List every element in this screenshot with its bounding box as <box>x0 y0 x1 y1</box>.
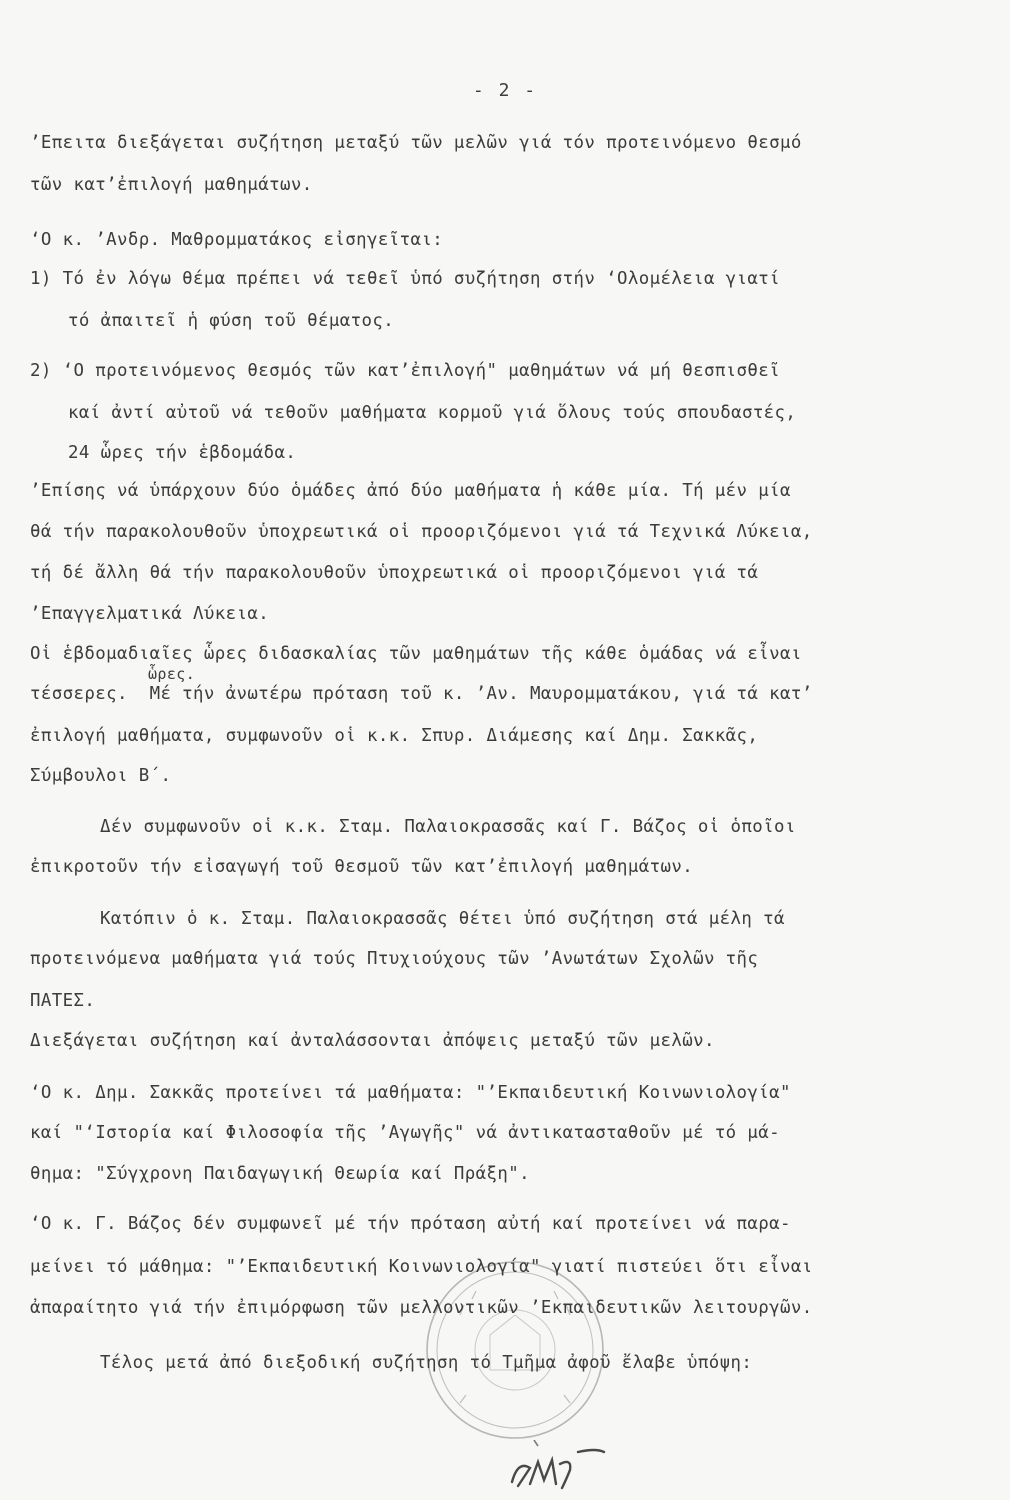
text-line: ΠΑΤΕΣ. <box>30 991 96 1011</box>
text-line: Οἱ ἑβδομαδιαῖες ὧρες διδασκαλίας τῶν μαθημάτων τῆς κάθε ὁμάδας νά εἶναι <box>30 644 802 664</box>
text-line: 24 ὧρες τήν ἑβδομάδα. <box>68 443 297 463</box>
text-line: τή δέ ἄλλη θά τήν παρακολουθοῦν ὑποχρεωτικά οἱ προοριζόμενοι γιά τά <box>30 563 759 583</box>
text-line: Κατόπιν ὁ κ. Σταμ. Παλαιοκρασσᾶς θέτει ὑπό συζήτηση στά μέλη τά <box>100 909 785 929</box>
text-line: ’Επαγγελματικά Λύκεια. <box>30 604 270 624</box>
text-line: καί "‘Ιστορία καί Φιλοσοφία τῆς ’Αγωγῆς" νά ἀντικατασταθοῦν μέ τό μά- <box>30 1123 781 1143</box>
text-line: τῶν κατ’ἐπιλογή μαθημάτων. <box>30 175 313 195</box>
text-line: 2) ‘Ο προτεινόμενος θεσμός τῶν κατ’ἐπιλογή" μαθημάτων νά μή θεσπισθεῖ <box>30 361 781 381</box>
official-stamp <box>420 1255 610 1445</box>
text-line: 1) Τό ἐν λόγω θέμα πρέπει νά τεθεῖ ὑπό συζήτηση στήν ‘Ολομέλεια γιατί <box>30 269 781 289</box>
text-line: Τέλος μετά ἀπό διεξοδική συζήτηση τό Τμῆμα ἀφοῦ ἔλαβε ὑπόψη: <box>100 1353 753 1373</box>
text-line: ’Επίσης νά ὑπάρχουν δύο ὁμάδες ἀπό δύο μαθήματα ἡ κάθε μία. Τή μέν μία <box>30 481 791 501</box>
text-line: θημα: "Σύγχρονη Παιδαγωγική Θεωρία καί Πράξη". <box>30 1164 531 1184</box>
text-line: ‘Ο κ. ’Ανδρ. Μαθρομματάκος εἰσηγεῖται: <box>30 230 444 250</box>
text-line: τό ἀπαιτεῖ ἡ φύση τοῦ θέματος. <box>68 311 395 331</box>
text-line: Δέν συμφωνοῦν οἱ κ.κ. Σταμ. Παλαιοκρασσᾶς καί Γ. Βάζος οἱ ὁποῖοι <box>100 817 796 837</box>
text-line: ’Επειτα διεξάγεται συζήτηση μεταξύ τῶν μελῶν γιά τόν προτεινόμενο θεσμό <box>30 133 802 153</box>
text-line: ἀπαραίτητο γιά τήν ἐπιμόρφωση τῶν μελλοντικῶν ’Εκπαιδευτικῶν λειτουργῶν. <box>30 1298 813 1318</box>
page-number: - 2 - <box>472 80 538 101</box>
text-line: καί ἀντί αὐτοῦ νά τεθοῦν μαθήματα κορμοῦ γιά ὅλους τούς σπουδαστές, <box>68 403 797 423</box>
superscript-word: ὧρες. <box>148 665 196 683</box>
handwritten-signature <box>500 1440 610 1495</box>
text-line: θά τήν παρακολουθοῦν ὑποχρεωτικά οἱ προοριζόμενοι γιά τά Τεχνικά Λύκεια, <box>30 522 813 542</box>
text-line: ‘Ο κ. Δημ. Σακκᾶς προτείνει τά μαθήματα: "’Εκπαιδευτική Κοινωνιολογία" <box>30 1083 791 1103</box>
text-line: ἐπιλογή μαθήματα, συμφωνοῦν οἱ κ.κ. Σπυρ. Διάμεσης καί Δημ. Σακκᾶς, <box>30 726 759 746</box>
text-line: μείνει τό μάθημα: "’Εκπαιδευτική Κοινωνιολογία" γιατί πιστεύει ὅτι εἶναι <box>30 1257 813 1277</box>
text-line: Διεξάγεται συζήτηση καί ἀνταλάσσονται ἀπόψεις μεταξύ τῶν μελῶν. <box>30 1031 715 1051</box>
text-line: προτεινόμενα μαθήματα γιά τούς Πτυχιούχους τῶν ’Ανωτάτων Σχολῶν τῆς <box>30 949 759 969</box>
text-line: ἐπικροτοῦν τήν εἰσαγωγή τοῦ θεσμοῦ τῶν κατ’ἐπιλογή μαθημάτων. <box>30 857 694 877</box>
text-line: ‘Ο κ. Γ. Βάζος δέν συμφωνεῖ μέ τήν πρόταση αὐτή καί προτείνει νά παρα- <box>30 1214 791 1234</box>
text-line: τέσσερες. Μέ τήν ἀνωτέρω πρόταση τοῦ κ. ’Αν. Μαυρομματάκου, γιά τά κατ’ <box>30 684 813 704</box>
text-line: Σύμβουλοι Β´. <box>30 766 172 786</box>
